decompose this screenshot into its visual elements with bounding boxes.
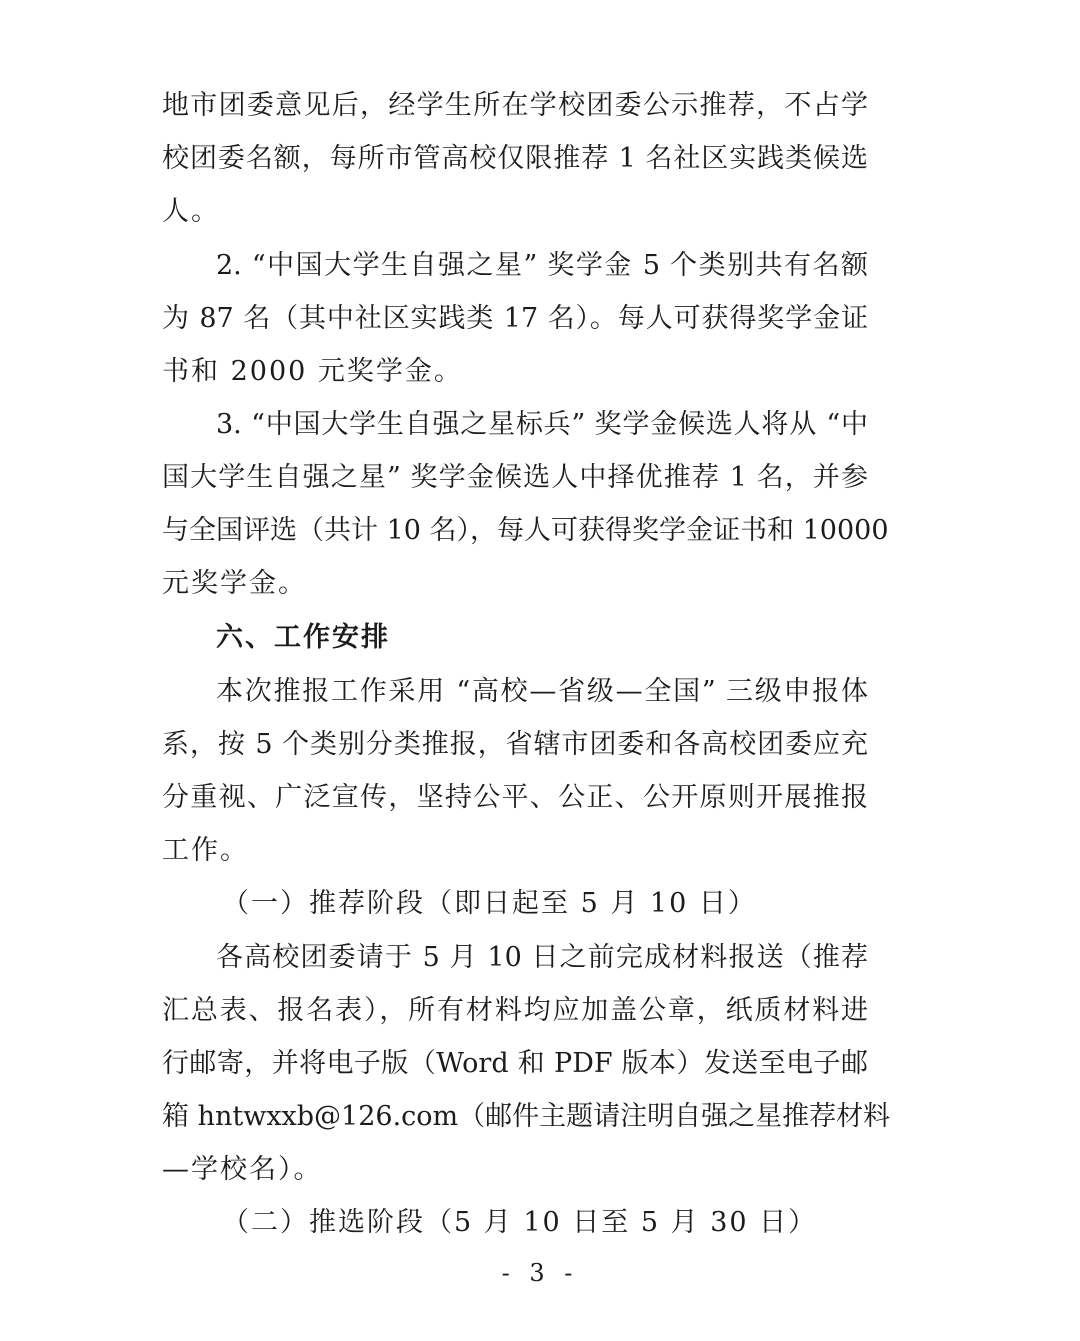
body-line: 系，按 5 个类别分类推报，省辖市团委和各高校团委应充 (162, 729, 868, 760)
body-line: 校团委名额，每所市管高校仅限推荐 1 名社区实践类候选 (162, 143, 868, 174)
body-line: 本次推报工作采用 “高校—省级—全国” 三级申报体 (216, 676, 868, 707)
body-line: 各高校团委请于 5 月 10 日之前完成材料报送（推荐 (216, 942, 868, 973)
body-line: 汇总表、报名表），所有材料均应加盖公章，纸质材料进 (162, 995, 868, 1026)
subsection-heading: （二）推选阶段（5 月 10 日至 5 月 30 日） (222, 1207, 818, 1238)
body-line: 为 87 名（其中社区实践类 17 名）。每人可获得奖学金证 (162, 303, 868, 334)
body-line: 3. “中国大学生自强之星标兵” 奖学金候选人将从 “中 (216, 409, 868, 440)
body-line: 人。 (162, 196, 220, 227)
body-line: 工作。 (162, 835, 249, 866)
subsection-heading: （一）推荐阶段（即日起至 5 月 10 日） (222, 888, 757, 919)
body-line: 书和 2000 元奖学金。 (162, 356, 463, 387)
body-line: 与全国评选（共计 10 名），每人可获得奖学金证书和 10000 (162, 515, 889, 546)
body-line: 国大学生自强之星” 奖学金候选人中择优推荐 1 名，并参 (162, 462, 868, 493)
body-line: 箱 hntwxxb@126.com（邮件主题请注明自强之星推荐材料 (162, 1101, 891, 1132)
page-number: - 3 - (501, 1259, 579, 1287)
body-line: —学校名）。 (162, 1154, 323, 1185)
body-line: 地市团委意见后，经学生所在学校团委公示推荐，不占学 (162, 90, 868, 121)
body-line: 元奖学金。 (162, 568, 307, 599)
body-line: 行邮寄，并将电子版（Word 和 PDF 版本）发送至电子邮 (162, 1048, 868, 1079)
body-line: 分重视、广泛宣传，坚持公平、公正、公开原则开展推报 (162, 782, 868, 813)
section-heading: 六、工作安排 (216, 622, 390, 653)
body-line: 2. “中国大学生自强之星” 奖学金 5 个类别共有名额 (216, 250, 868, 281)
